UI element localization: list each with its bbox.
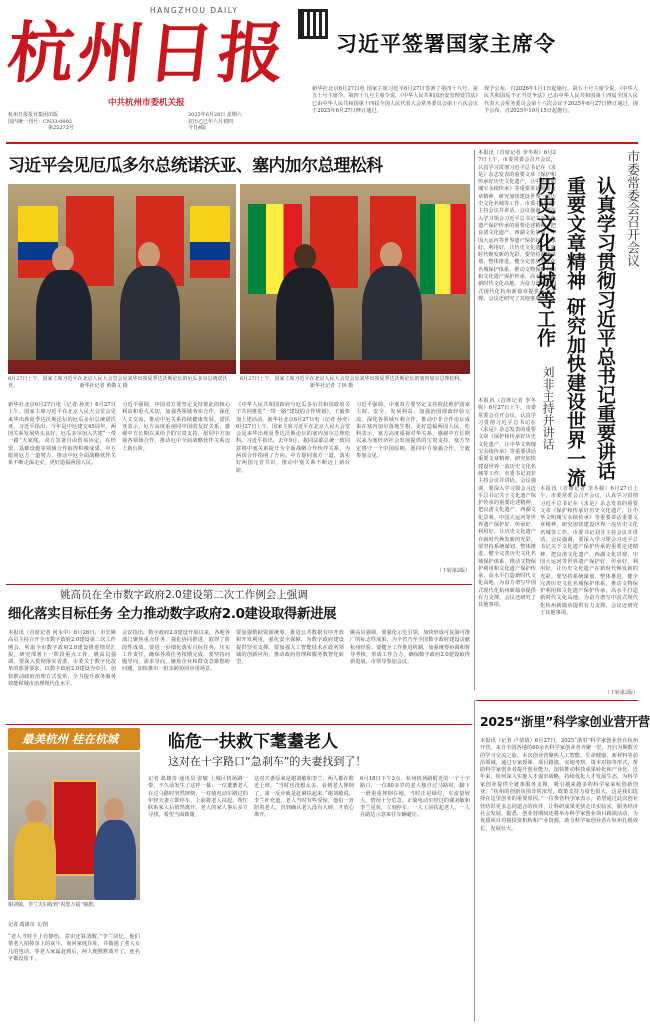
column-headline: 临危一扶救下耄耋老人: [168, 732, 338, 752]
column-banner-text: 最美杭州 桂在杭城: [22, 732, 119, 746]
lunar-date: 农历乙巳年六月初四: [188, 118, 234, 125]
digital-body-col-4: 姚高员强调，要强化示范引领，加快形成可复制可推广的标志性成果，为全省乃至全国数字政府建设贡献杭州经验。要健全工作推进机制，加强统筹协调和督导考核，形成工作合力，确保数字政府2.0建设取得新进展。市领导参加会议。: [350, 630, 470, 666]
issue-info-line: 国内统一刊号：CN33-0002: [8, 118, 72, 125]
lead-body-col-4: 习近平强调，中塞双方要坚定支持彼此维护国家主权、安全、发展利益，加强治国理政经验交流，深化各领域互利合作，推动中非合作论坛成果在塞内加尔落地生根，更好造福两国人民。松科表示，塞方高度重视对华关系，感谢中方长期以来为塞经济社会发展提供的宝贵支持。塞方坚定恪守一个中国原则，愿同中方加强合作。王毅参加会见。: [356, 402, 470, 460]
top-story-text-left: 新华社北京6月27日电 国家主席习近平6月27日签署了第四十九号、第五十号主席令。第四十九号主席令说，《中华人民共和国治安管理处罚法》已由中华人民共和国第十四届全国人民代表大会常务委员会第十六次会议于2025年6月27日修订通过，: [312, 86, 479, 114]
side-host: 刘非主持并讲话: [541, 366, 555, 450]
digital-body-col-3: 要加强数据资源统筹，推进公共数据有序开放和开发利用，强化安全保障，为数字政府建设提供坚实支撑。要加强人工智能技术在政务领域的创新应用，推动政府管理和服务数智化转型。: [236, 630, 344, 666]
talent-body: 本报讯（记者 卢倩倩）6月27日，2025“浙里”科学家创业营在杭州开营。来自全国各地的60余名科学家创业者齐聚一堂，开启为期数天的学习交流之旅。本次创业营聚焦人工智能、生命健康、新材料等前沿领域，通过专家授课、项目路演、实地考察、资本对接等形式，帮助科学家创业者提升创业能力，加快推动科技成果转化和产业化。近年来，杭州深入实施人才强市战略，持续优化人才发展生态，为科学家创业提供全链条服务支撑，吸引越来越多的科学家来杭创新创业。“杭州的创新氛围非常浓厚，政策支持力度也很大，这是我们选择在这里创业的重要原因。”一位参营科学家表示，希望通过此次创业营结识更多志同道合的伙伴，让科研成果更快走出实验室，服务经济社会发展。据悉，创业营期间还将举办科学家创业项目路演活动，为优质项目对接投资机构和产业资源，助力科学家创业者在杭州扎根成长、发展壮大。: [480, 738, 638, 832]
lead-body-col-2: 习近平强调，中国双方要坚定支持彼此的核心利益和重大关切，加强各领域务实合作，深化人文交流，推动中厄关系持续健康发展。诺沃亚表示，厄方高度重视同中国的友好关系，感谢中方长期以来给予的宝贵支持，愿同中方加强各领域合作，推动厄中全面战略伙伴关系迈上新台阶。: [122, 402, 230, 452]
continued-note: （下转第2版）: [604, 690, 638, 696]
section-rule: [6, 724, 472, 725]
issue-info-right: [188, 112, 298, 132]
digital-headline: 细化落实目标任务 全力推动数字政府2.0建设取得新进展: [8, 607, 337, 622]
ecuador-flag-icon: [18, 206, 58, 278]
masthead-rule: [6, 142, 638, 144]
issue-info-line: 杭州日报报业集团出版: [8, 112, 59, 118]
column-subheadline: 这对在十字路口“急刹车”的夫妻找到了！: [168, 755, 367, 768]
lead-photo-left-caption: [8, 376, 236, 389]
section-rule: [476, 700, 638, 701]
side-kicker: 市委常委会召开会议: [624, 150, 639, 267]
continued-note: （下转第2版）: [436, 568, 470, 574]
side-story-body-top: 本报讯（首席记者 李冬妮）6月27日上午，市委常委会召开会议，认真学习贯彻习近平总书记在《求是》杂志发表的重要文章《保护和传承好历史文化遗产，让中华文明瑰宝永续传承》等重要讲话重要文章精神，研究加快建设世界一流历史文化名城等工作。市委书记刘非主持会议并讲话。会议强调，要深入学习领会习近平总书记关于文化遗产保护传承的重要论述精神，把良渚文化遗产、西湖文化景观、中国大运河等世界遗产保护好、传承好、利用好，让历史文化遗产在新时代焕发新的光彩。要坚持系统谋划、整体推进，健全完善历史文化名城保护体系，推动文物保护利用和文化遗产保护传承，高水平打造新时代文化高地，为奋力谱写中国式现代化杭州新篇章提供有力支撑。会议还研究了其他事项。: [478, 150, 556, 302]
lead-body-col-3: 《中华人民共和国政府与厄瓜多尔共和国政府关于共同推进“一带一路”建设的合作规划》。王毅参加上述活动。新华社北京6月27日电（记者 孙奕）6月27日上午，国家主席习近平在北京人民大会堂会见来华出席夏季达沃斯论坛的塞内加尔总理松科。习近平指出，去年9月，我同法耶总统一致同意将中塞关系提升为全面战略合作伙伴关系，为两国合作指明了方向。中方愿同塞方一道，落实好两国元首共识，推动中塞关系不断迈上新台阶。: [236, 402, 350, 474]
digital-body-col-1: 本报讯（首席记者 何永中）6月26日，市长姚高员主持召开全市数字政府2.0建设第二次工作例会，听取全市数字政府2.0建设推进情况汇报，研究部署下一阶段重点工作。姚高员强调，要深入贯彻落实省委、市委关于数字化改革的部署要求，以数字政府2.0建设为牵引，加快推动政府治理方式变革，全力提升政务服务效能和城市治理现代化水平。: [8, 630, 116, 688]
banner-flag: [52, 780, 98, 876]
hangzhou-daily-logo: 杭州日报: [3, 14, 293, 92]
qr-code-icon: [298, 9, 328, 39]
column-photo: [8, 752, 140, 900]
section-rule: [6, 584, 472, 585]
column-divider: [474, 700, 475, 1022]
lead-body-col-1: 新华社北京6月27日电（记者 孙奕）6月27日上午，国家主席习近平在北京人民大会堂会见来华出席夏季达沃斯论坛的厄瓜多尔总统诺沃亚。习近平指出，今年是中厄建交45周年。两国关系发展势头良好，厄瓜多尔加入共建“一带一路”大家庭，双方签署自由贸易协定，在经贸、基础设施等领域合作取得积极成果。中方愿同厄方一道努力，推动中厄全面战略伙伴关系不断走深走实，更好造福两国人民。: [8, 402, 116, 467]
publisher: 中共杭州市委机关报: [108, 98, 185, 108]
side-headline: 认真学习贯彻习近平总书记重要讲话重要文章精神 研究加快建设世界一流历史文化名城等工作: [534, 176, 616, 487]
caption-text: 6月27日上午，国家主席习近平在北京人民大会堂会见来华出席夏季达沃斯论坛的塞内加尔总理松科。: [240, 376, 465, 382]
lead-headline: 习近平会见厄瓜多尔总统诺沃亚、塞内加尔总理松科: [8, 155, 383, 175]
column-body-col-2: 这对夫妻原来是谢刘敏和李兰，两人都在附近上班。“当时也没想太多，看到老人摔倒了，第一反应就是赶紧扶起来。”谢刘敏说。李兰补充道，老人当时有些受惊，他们一直陪着老人，直到确认老人没有大碍，才放心离开。: [254, 776, 354, 819]
caption-text: 6月27日上午，国家主席习近平在北京人民大会堂会见来华出席夏季达沃斯论坛的厄瓜多尔总统诺沃亚。: [8, 376, 228, 389]
column-banner: [8, 728, 140, 750]
column-credit: 记者 葛雄奇 文/图: [8, 922, 48, 928]
ecuador-flag-icon: [190, 206, 230, 278]
lead-photo-left: [8, 184, 236, 374]
column-body-col-1: 记者 葛雄奇 通讯员 张敏 上城区机场路一带，不久前发生了这样一幕：一位耄耋老人在过马路时突然摔倒，一对骑电动车路过的年轻夫妻立即停车，上前将老人扶起，帮忙联系家人后悄然离开。老人的家人事后多方寻找，希望当面致谢。: [148, 776, 248, 819]
top-story-text-right: 现予公布，自2026年1月1日起施行。第五十号主席令说，《中华人民共和国反不正当竞争法》已由中华人民共和国第十四届全国人民代表大会常务委员会第十六次会议于2025年6月27日修订通过，现予公布，自2025年10月15日起施行。: [484, 86, 638, 114]
masthead-top-label: HANGZHOU DAILY: [150, 6, 239, 15]
talent-headline: 2025“浙里”科学家创业营开营: [480, 714, 650, 729]
column-photo-caption: 谢刘敏，李兰夫妇收到“祝您万福”锦旗。: [8, 902, 99, 908]
masthead: [0, 0, 644, 142]
photo-credit: 新华社记者 黄敬文 摄: [79, 382, 128, 389]
lead-photo-right-caption: [240, 376, 470, 389]
issue-info-left: [8, 112, 120, 132]
issue-info-line: 第25272号: [48, 125, 74, 132]
digital-body-col-2: 会议指出，数字政府2.0建设开展以来，各地各部门聚焦重点任务、强化协同推进，取得了阶段性成效。要进一步细化落实目标任务，压实工作责任，确保各项任务按期完成。要坚持问题导向、需求导向，聚焦企业和群众急难愁盼问题，加快推出一批多跨协同应用场景。: [122, 630, 230, 673]
side-story-body-bottom: 本报讯（首席记者 李冬妮）6月27日上午，市委常委会召开会议，认真学习贯彻习近平总书记在《求是》杂志发表的重要文章《保护和传承好历史文化遗产，让中华文明瑰宝永续传承》等重要讲话重要文章精神，研究加快建设世界一流历史文化名城等工作。市委书记刘非主持会议并讲话。会议强调，要深入学习领会习近平总书记关于文化遗产保护传承的重要论述精神，把良渚文化遗产、西湖文化景观、中国大运河等世界遗产保护好、传承好、利用好，让历史文化遗产在新时代焕发新的光彩。要坚持系统谋划、整体推进，健全完善历史文化名城保护体系，推动文物保护利用和文化遗产保护传承，高水平打造新时代文化高地，为奋力谱写中国式现代化杭州新篇章提供有力支撑。会议还研究了其他事项。: [478, 398, 536, 609]
issue-date: 2025年6月28日 星期六: [188, 112, 242, 118]
photo-credit: 新华社记者 丁林 摄: [310, 382, 354, 389]
digital-kicker: 姚高员在全市数字政府2.0建设第二次工作例会上强调: [60, 589, 308, 601]
side-story-body-bottom-wide: 本报讯（首席记者 李冬妮）6月27日上午，市委常委会召开会议，认真学习贯彻习近平总书记在《求是》杂志发表的重要文章《保护和传承好历史文化遗产，让中华文明瑰宝永续传承》等重要讲话重要文章精神，研究加快建设世界一流历史文化名城等工作。市委书记刘非主持会议并讲话。会议强调，要深入学习领会习近平总书记关于文化遗产保护传承的重要论述精神，把良渚文化遗产、西湖文化景观、中国大运河等世界遗产保护好、传承好、利用好，让历史文化遗产在新时代焕发新的光彩。要坚持系统谋划、整体推进，健全完善历史文化名城保护体系，推动文物保护利用和文化遗产保护传承，高水平打造新时代文化高地，为奋力谱写中国式现代化杭州新篇章提供有力支撑。会议还研究了其他事项。: [540, 486, 638, 617]
top-headline: 习近平签署国家主席令: [336, 32, 556, 56]
page-count: 今日4版: [188, 125, 207, 132]
column-body-col-4: “老人当时手上有擦伤，意识还算清醒。”李兰回忆，他们帮老人拍掉身上的灰尘，询问家庭住址，并拨通了老人女儿的电话。等老人家属赶到后，两人便默默离开了，连名字都没留下。: [8, 934, 140, 962]
column-body-col-3: 6月18日下午3点，杭州机场路附近的一个十字路口，一位80多岁的老人独自过马路时，脚下一滑重重摔倒在地。当时正是绿灯，车流量较大，情况十分危急。正骑电动车经过的谢刘敏和李兰见状，立刻停车，一人上前扶起老人，一人在路边示意来往车辆避让。: [360, 776, 470, 819]
lead-photo-right: [240, 184, 470, 374]
senegal-flag-icon: [420, 204, 466, 294]
column-divider: [474, 150, 475, 690]
